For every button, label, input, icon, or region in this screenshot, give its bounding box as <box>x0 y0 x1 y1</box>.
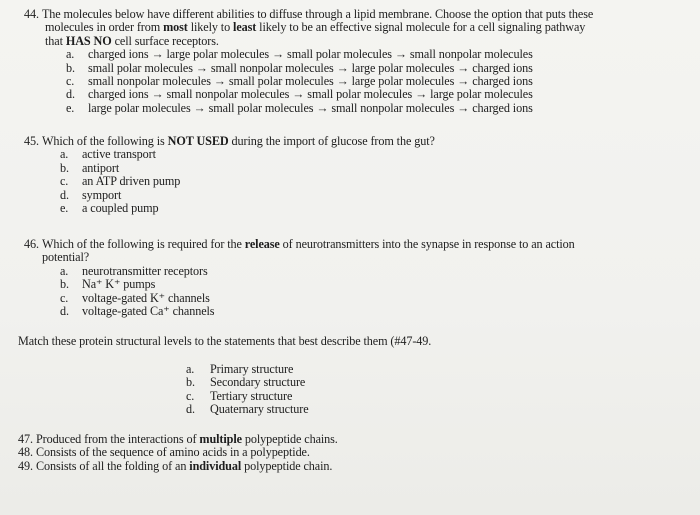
q45-option-b[interactable] <box>60 162 674 175</box>
matching-statements <box>18 433 668 473</box>
q46-options <box>60 265 674 319</box>
level-letter: d. <box>186 402 195 417</box>
q47-text-a: Produced from the interactions of <box>35 432 200 446</box>
q45-stem-a: Which of the following is <box>41 134 168 148</box>
level-letter: b. <box>186 375 195 390</box>
level-text: Tertiary structure <box>210 388 293 403</box>
q45-option-d[interactable] <box>60 189 674 202</box>
option-text: a coupled pump <box>82 201 159 216</box>
q46-option-d[interactable] <box>60 305 674 318</box>
question-46 <box>24 238 674 318</box>
option-letter: d. <box>66 87 75 102</box>
option-letter: b. <box>60 160 69 175</box>
option-text: symport <box>82 187 122 202</box>
q44-stem-2c: likely to be an effective signal molecule for a cell signaling pathway <box>256 20 586 35</box>
q46-option-c[interactable] <box>60 292 674 305</box>
level-d <box>186 403 309 416</box>
q44-option-c[interactable] <box>66 75 674 88</box>
q44-option-d[interactable] <box>66 88 674 101</box>
option-letter: c. <box>60 174 69 189</box>
q49-number: 49. <box>18 458 33 473</box>
option-letter: e. <box>66 100 75 115</box>
q49-text-b: polypeptide chain. <box>241 458 333 473</box>
level-text: Secondary structure <box>210 375 306 390</box>
option-text: small nonpolar molecules → small polar molecules → large polar molecules → charged ions <box>88 74 533 89</box>
option-letter: d. <box>60 187 69 202</box>
matching-instruction <box>18 335 668 348</box>
option-text: neurotransmitter receptors <box>82 263 208 278</box>
level-b <box>186 376 309 389</box>
q46-option-a[interactable] <box>60 265 674 278</box>
q48-text: Consists of the sequence of amino acids in a polypeptide. <box>35 445 310 460</box>
option-text: antiport <box>82 160 120 175</box>
option-text: small polar molecules → small nonpolar molecules → large polar molecules → charged ions <box>88 60 533 75</box>
q45-stem <box>24 135 674 148</box>
q47-bold: multiple <box>199 432 242 446</box>
q44-option-e[interactable] <box>66 102 674 115</box>
q44-stem-1: The molecules below have different abilities to diffuse through a lipid membrane. Choose the option that puts these <box>41 7 594 21</box>
q45-options <box>60 148 674 215</box>
question-44 <box>24 8 674 115</box>
option-text: an ATP driven pump <box>82 174 181 189</box>
q45-option-e[interactable] <box>60 202 674 215</box>
question-48 <box>18 446 668 459</box>
q44-stem-2a: molecules in order from <box>45 20 164 35</box>
q44-stem-line-3 <box>24 35 674 48</box>
q44-stem-2b: likely to <box>187 20 234 35</box>
protein-levels-list <box>186 363 309 417</box>
q44-stem-line-1 <box>24 8 674 21</box>
q45-number: 45. <box>24 134 39 148</box>
option-letter: a. <box>66 47 75 62</box>
option-text: large polar molecules → small polar molecules → small nonpolar molecules → charged ions <box>88 100 533 115</box>
option-letter: c. <box>60 290 69 305</box>
option-letter: d. <box>60 304 69 319</box>
q44-number: 44. <box>24 7 39 21</box>
q44-stem-line-2 <box>24 21 674 34</box>
q46-option-b[interactable] <box>60 278 674 291</box>
q44-stem-bold-has-no: HAS NO <box>65 33 112 48</box>
q46-stem-a: Which of the following is required for the <box>41 237 245 251</box>
q44-stem-3b: cell surface receptors. <box>111 33 219 48</box>
protein-levels <box>186 363 309 417</box>
q45-stem-b: during the import of glucose from the gut? <box>228 134 435 148</box>
q44-option-a[interactable] <box>66 48 674 61</box>
q47-number: 47. <box>18 432 33 446</box>
q44-stem-3a: that <box>45 33 66 48</box>
option-text: charged ions → small nonpolar molecules → small polar molecules → large polar molecules <box>88 87 533 102</box>
option-text: voltage-gated K⁺ channels <box>82 290 210 305</box>
option-text: Na⁺ K⁺ pumps <box>82 277 156 292</box>
matching-instruction-text: Match these protein structural levels to the statements that best describe them (#47-49. <box>18 334 432 348</box>
option-text: active transport <box>82 147 156 162</box>
option-letter: a. <box>60 263 69 278</box>
q49-bold: individual <box>189 458 242 473</box>
q49-text-a: Consists of all the folding of an <box>35 458 190 473</box>
level-c <box>186 390 309 403</box>
question-49 <box>18 460 668 473</box>
level-text: Quaternary structure <box>210 402 309 417</box>
question-47 <box>18 433 668 446</box>
q46-stem-b: of neurotransmitters into the synapse in response to an action <box>279 237 575 251</box>
q46-stem-line-2: potential? <box>42 250 90 265</box>
option-text: voltage-gated Ca⁺ channels <box>82 304 215 319</box>
q45-option-c[interactable] <box>60 175 674 188</box>
question-45 <box>24 135 674 215</box>
q44-stem-bold-least: least <box>233 20 257 35</box>
level-letter: c. <box>186 388 195 403</box>
option-text: charged ions → large polar molecules → small polar molecules → small nonpolar molecules <box>88 47 533 62</box>
q45-stem-bold: NOT USED <box>167 134 229 148</box>
option-letter: c. <box>66 74 75 89</box>
q46-stem-line-1 <box>24 238 674 251</box>
q44-option-b[interactable] <box>66 62 674 75</box>
option-letter: b. <box>66 60 75 75</box>
level-text: Primary structure <box>210 362 294 376</box>
q47-text-b: polypeptide chains. <box>241 432 338 446</box>
option-letter: e. <box>60 201 69 216</box>
q44-stem-bold-most: most <box>163 20 188 35</box>
q48-number: 48. <box>18 445 33 460</box>
q45-option-a[interactable] <box>60 148 674 161</box>
level-a <box>186 363 309 376</box>
q46-stem-bold: release <box>244 237 280 251</box>
q46-number: 46. <box>24 237 39 251</box>
option-letter: b. <box>60 277 69 292</box>
level-letter: a. <box>186 362 195 376</box>
q44-options <box>66 48 674 115</box>
option-letter: a. <box>60 147 69 162</box>
